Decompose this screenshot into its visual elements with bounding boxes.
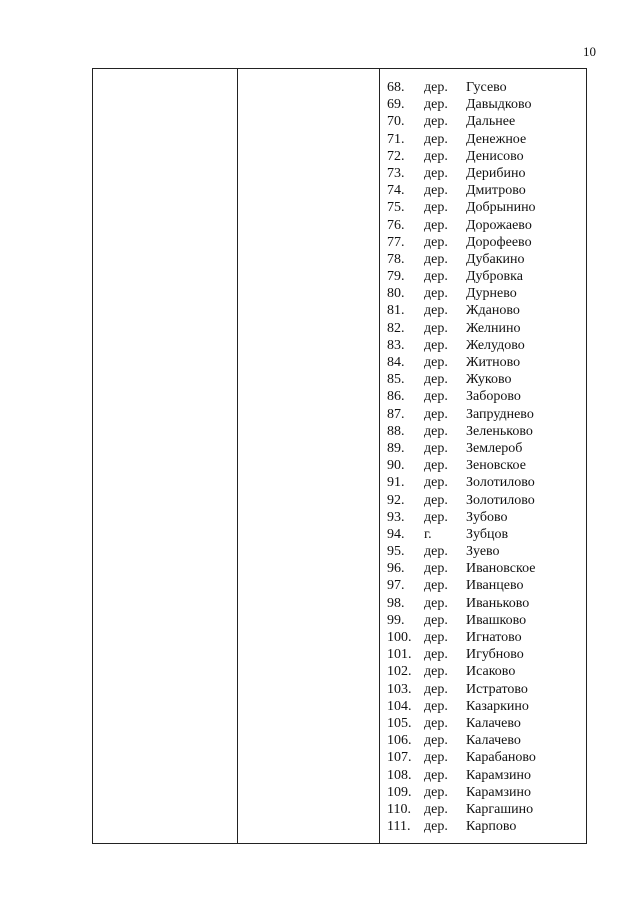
list-item [387, 440, 536, 457]
item-number: 78. [387, 251, 405, 267]
item-number: 95. [387, 544, 405, 560]
settlement-name: Карабаново [466, 750, 536, 766]
settlement-name: Денисово [466, 148, 524, 164]
list-item [387, 629, 536, 646]
settlement-name: Карпово [466, 819, 517, 835]
settlement-name: Землероб [466, 440, 523, 456]
settlement-type: дер. [424, 165, 448, 181]
list-item [387, 457, 536, 474]
settlements-table [92, 68, 587, 844]
list-item [387, 113, 536, 130]
settlement-type: дер. [424, 355, 448, 370]
settlement-type: дер. [424, 406, 448, 422]
settlement-type: дер. [424, 114, 448, 130]
settlement-type: дер. [424, 303, 448, 319]
settlement-type: дер. [424, 819, 448, 835]
list-item [387, 784, 536, 801]
settlement-type: дер. [424, 183, 448, 199]
settlement-name: Добрынино [466, 200, 536, 216]
list-item [387, 509, 536, 526]
settlement-type: дер. [424, 286, 448, 302]
item-number: 97. [387, 578, 405, 594]
settlement-name: Жданово [466, 303, 520, 319]
settlement-name: Карамзино [466, 784, 531, 800]
list-item [387, 612, 536, 629]
list-item [387, 199, 536, 216]
settlement-type: дер. [424, 664, 448, 680]
settlement-name: Калачево [466, 715, 521, 731]
item-number: 102. [387, 664, 412, 680]
list-item [387, 423, 536, 440]
list-item [387, 371, 536, 388]
settlement-type: дер. [424, 423, 448, 439]
settlement-type: дер. [424, 715, 448, 731]
list-item [387, 595, 536, 612]
list-item [387, 337, 536, 354]
list-item [387, 79, 536, 96]
list-item [387, 767, 536, 784]
item-number: 111. [387, 819, 411, 835]
settlement-name: Ивашково [466, 612, 527, 628]
list-item [387, 354, 536, 371]
settlement-type: дер. [424, 681, 448, 697]
item-number: 85. [387, 372, 405, 388]
list-item [387, 182, 536, 199]
settlement-name: Зуево [466, 544, 500, 560]
settlement-name: Исаково [466, 664, 516, 680]
settlement-name: Калачево [466, 733, 521, 749]
settlement-name: Зубцов [466, 526, 509, 542]
settlement-type: дер. [424, 767, 448, 783]
settlement-name: Дурнево [466, 286, 517, 302]
settlement-name: Гусево [466, 80, 507, 95]
settlement-type: дер. [424, 458, 448, 474]
settlement-name: Желнино [466, 320, 521, 336]
settlement-type: дер. [424, 389, 448, 405]
item-number: 99. [387, 612, 405, 628]
settlement-name: Каргашино [466, 801, 534, 817]
settlement-type: дер. [424, 492, 448, 508]
list-item [387, 492, 536, 509]
list-item [387, 715, 536, 732]
settlement-type: дер. [424, 733, 448, 749]
settlement-type: дер. [424, 97, 448, 113]
item-number: 82. [387, 320, 405, 336]
settlement-name: Иваньково [466, 595, 530, 611]
settlement-type: дер. [424, 148, 448, 164]
item-number: 103. [387, 681, 412, 697]
settlement-name: Денежное [466, 131, 527, 147]
item-number: 80. [387, 286, 405, 302]
item-number: 108. [387, 767, 412, 783]
settlement-type: дер. [424, 612, 448, 628]
settlement-type: дер. [424, 801, 448, 817]
settlement-type: дер. [424, 475, 448, 491]
list-item [387, 560, 536, 577]
list-item [387, 681, 536, 698]
list-item [387, 302, 536, 319]
settlement-type: дер. [424, 698, 448, 714]
item-number: 100. [387, 630, 412, 645]
settlement-name: Дерибино [466, 165, 526, 181]
settlement-name: Житново [466, 355, 521, 370]
list-item [387, 165, 536, 182]
settlement-type: дер. [424, 131, 448, 147]
settlement-type: дер. [424, 509, 448, 525]
settlement-name: Зеленьково [466, 423, 533, 439]
item-number: 105. [387, 715, 412, 731]
item-number: 106. [387, 733, 412, 749]
settlement-list [387, 79, 536, 835]
settlement-name: Зеновское [466, 458, 526, 474]
settlement-type: дер. [424, 750, 448, 766]
settlement-name: Казаркино [466, 698, 529, 714]
list-item [387, 646, 536, 663]
settlement-name: Зубово [466, 509, 508, 525]
page-number: 10 [583, 44, 596, 59]
settlement-name: Иванцево [466, 578, 524, 594]
item-number: 72. [387, 148, 405, 164]
item-number: 71. [387, 131, 405, 147]
item-number: 96. [387, 561, 405, 577]
settlement-type: дер. [424, 440, 448, 456]
item-number: 70. [387, 114, 405, 130]
settlement-name: Дорожаево [466, 217, 532, 233]
settlement-type: дер. [424, 372, 448, 388]
settlement-name: Желудово [466, 337, 525, 353]
item-number: 104. [387, 698, 412, 714]
settlement-type: дер. [424, 320, 448, 336]
settlement-type: дер. [424, 200, 448, 216]
settlement-type: дер. [424, 269, 448, 285]
settlement-type: дер. [424, 80, 448, 95]
item-number: 86. [387, 389, 405, 405]
list-item [387, 320, 536, 337]
item-number: 84. [387, 355, 405, 370]
settlement-type: дер. [424, 578, 448, 594]
item-number: 88. [387, 423, 405, 439]
list-item [387, 148, 536, 165]
settlement-name: Дмитрово [466, 183, 526, 199]
settlement-type: дер. [424, 561, 448, 577]
list-item [387, 474, 536, 491]
list-item [387, 406, 536, 423]
settlement-name: Золотилово [466, 475, 535, 491]
item-number: 98. [387, 595, 405, 611]
settlement-name: Давыдково [466, 97, 532, 113]
list-item [387, 96, 536, 113]
item-number: 76. [387, 217, 405, 233]
list-item [387, 698, 536, 715]
settlement-name: Дубровка [466, 269, 523, 285]
settlement-type: дер. [424, 784, 448, 800]
item-number: 77. [387, 234, 405, 250]
settlement-name: Жуково [466, 372, 512, 388]
list-item [387, 732, 536, 749]
item-number: 91. [387, 475, 405, 491]
list-item [387, 543, 536, 560]
settlement-type: дер. [424, 595, 448, 611]
settlement-type: дер. [424, 647, 448, 663]
list-item [387, 801, 536, 818]
settlement-type: дер. [424, 544, 448, 560]
settlement-type: г. [424, 526, 432, 542]
item-number: 94. [387, 526, 405, 542]
item-number: 93. [387, 509, 405, 525]
item-number: 89. [387, 440, 405, 456]
item-number: 75. [387, 200, 405, 216]
list-item [387, 131, 536, 148]
list-item [387, 663, 536, 680]
settlement-name: Дорофеево [466, 234, 532, 250]
list-item [387, 234, 536, 251]
item-number: 73. [387, 165, 405, 181]
item-number: 83. [387, 337, 405, 353]
list-item [387, 818, 536, 835]
settlement-name: Ивановское [466, 561, 536, 577]
list-item [387, 268, 536, 285]
item-number: 92. [387, 492, 405, 508]
item-number: 69. [387, 97, 405, 113]
item-number: 68. [387, 80, 405, 95]
settlement-type: дер. [424, 234, 448, 250]
settlement-type: дер. [424, 630, 448, 645]
list-item [387, 577, 536, 594]
settlement-type: дер. [424, 217, 448, 233]
column-divider-2 [379, 69, 380, 843]
settlement-name: Золотилово [466, 492, 535, 508]
item-number: 109. [387, 784, 412, 800]
column-divider-1 [237, 69, 238, 843]
settlement-name: Дубакино [466, 251, 525, 267]
item-number: 74. [387, 183, 405, 199]
item-number: 110. [387, 801, 411, 817]
list-item [387, 388, 536, 405]
item-number: 107. [387, 750, 412, 766]
list-item [387, 217, 536, 234]
settlement-name: Игубново [466, 647, 524, 663]
item-number: 81. [387, 303, 405, 319]
list-item [387, 251, 536, 268]
settlement-name: Заборово [466, 389, 521, 405]
settlement-name: Истратово [466, 681, 528, 697]
item-number: 79. [387, 269, 405, 285]
settlement-name: Дальнее [466, 114, 516, 130]
item-number: 101. [387, 647, 412, 663]
settlement-name: Карамзино [466, 767, 531, 783]
item-number: 90. [387, 458, 405, 474]
list-item [387, 526, 536, 543]
settlement-name: Игнатово [466, 630, 522, 645]
settlement-name: Запруднево [466, 406, 534, 422]
list-item [387, 749, 536, 766]
item-number: 87. [387, 406, 405, 422]
settlement-type: дер. [424, 337, 448, 353]
settlement-type: дер. [424, 251, 448, 267]
list-item [387, 285, 536, 302]
